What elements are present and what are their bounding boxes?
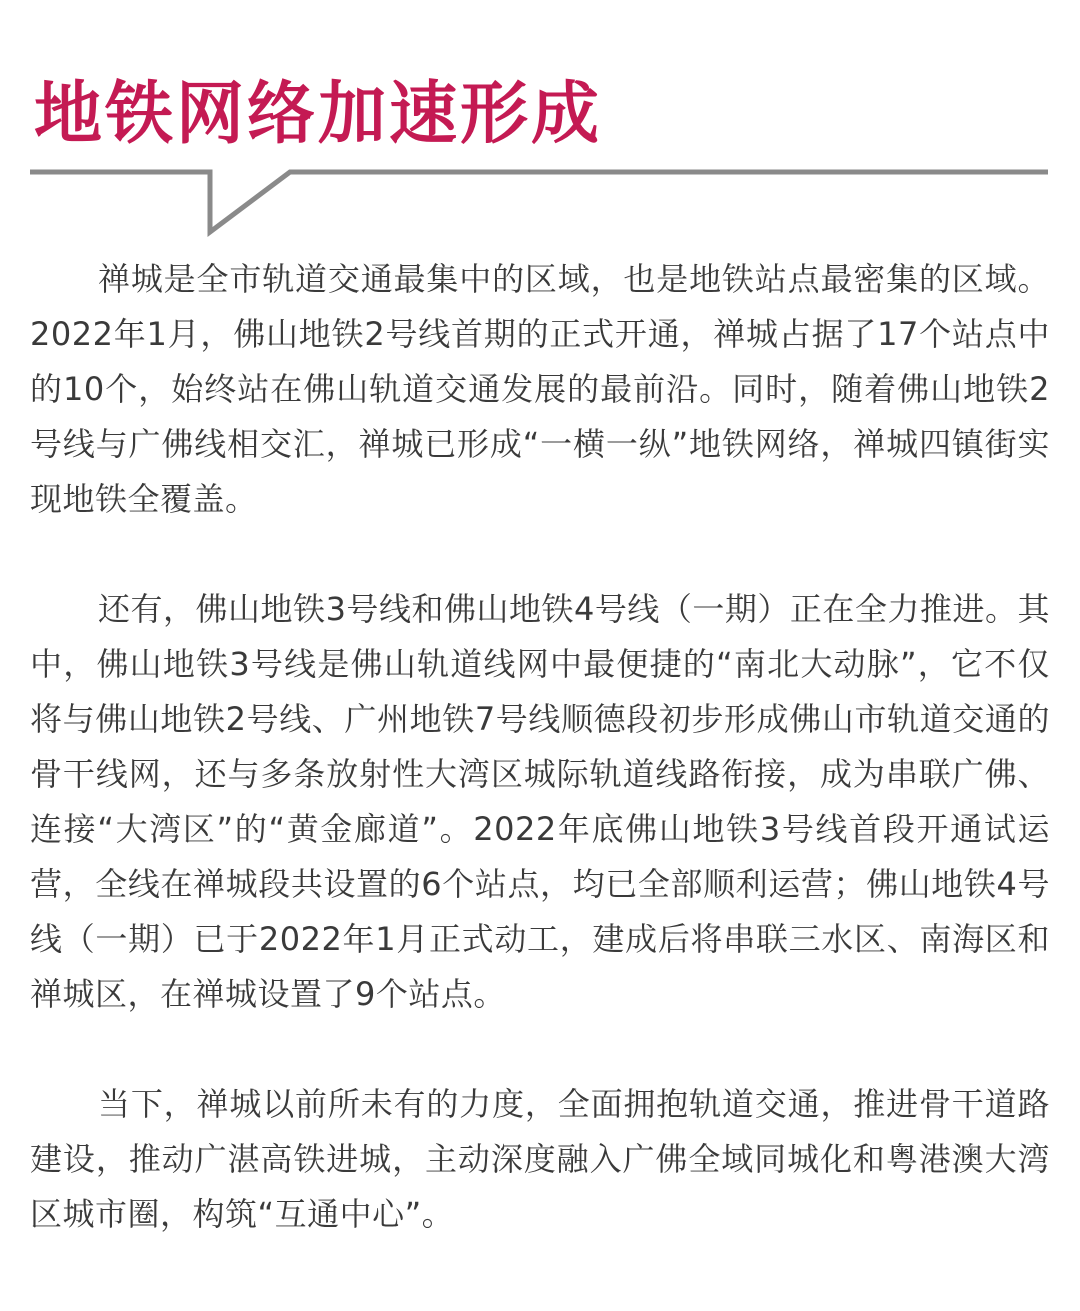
callout-line	[30, 172, 1048, 232]
article-body	[30, 252, 1050, 1242]
speech-callout-divider	[0, 160, 1080, 250]
paragraph-3: 当下，禅城以前所未有的力度，全面拥抱轨道交通，推进骨干道路建设，推动广湛高铁进城，主动深度融入广佛全域同城化和粤港澳大湾区城市圈，构筑“互通中心”。	[30, 1085, 1050, 1233]
page-title: 地铁网络加速形成	[34, 75, 603, 154]
paragraph-1: 禅城是全市轨道交通最集中的区域，也是地铁站点最密集的区域。2022年1月，佛山地铁2号线首期的正式开通，禅城占据了17个站点中的10个，始终站在佛山轨道交通发展的最前沿。同时，随着佛山地铁2号线与广佛线相交汇，禅城已形成“一横一纵”地铁网络，禅城四镇街实现地铁全覆盖。	[30, 260, 1050, 518]
paragraph-2: 还有，佛山地铁3号线和佛山地铁4号线（一期）正在全力推进。其中，佛山地铁3号线是佛山轨道线网中最便捷的“南北大动脉”，它不仅将与佛山地铁2号线、广州地铁7号线顺德段初步形成佛山市轨道交通的骨干线网，还与多条放射性大湾区城际轨道线路衔接，成为串联广佛、连接“大湾区”的“黄金廊道”。2022年底佛山地铁3号线首段开通试运营，全线在禅城段共设置的6个站点，均已全部顺利运营；佛山地铁4号线（一期）已于2022年1月正式动工，建成后将串联三水区、南海区和禅城区，在禅城设置了9个站点。	[30, 590, 1050, 1013]
